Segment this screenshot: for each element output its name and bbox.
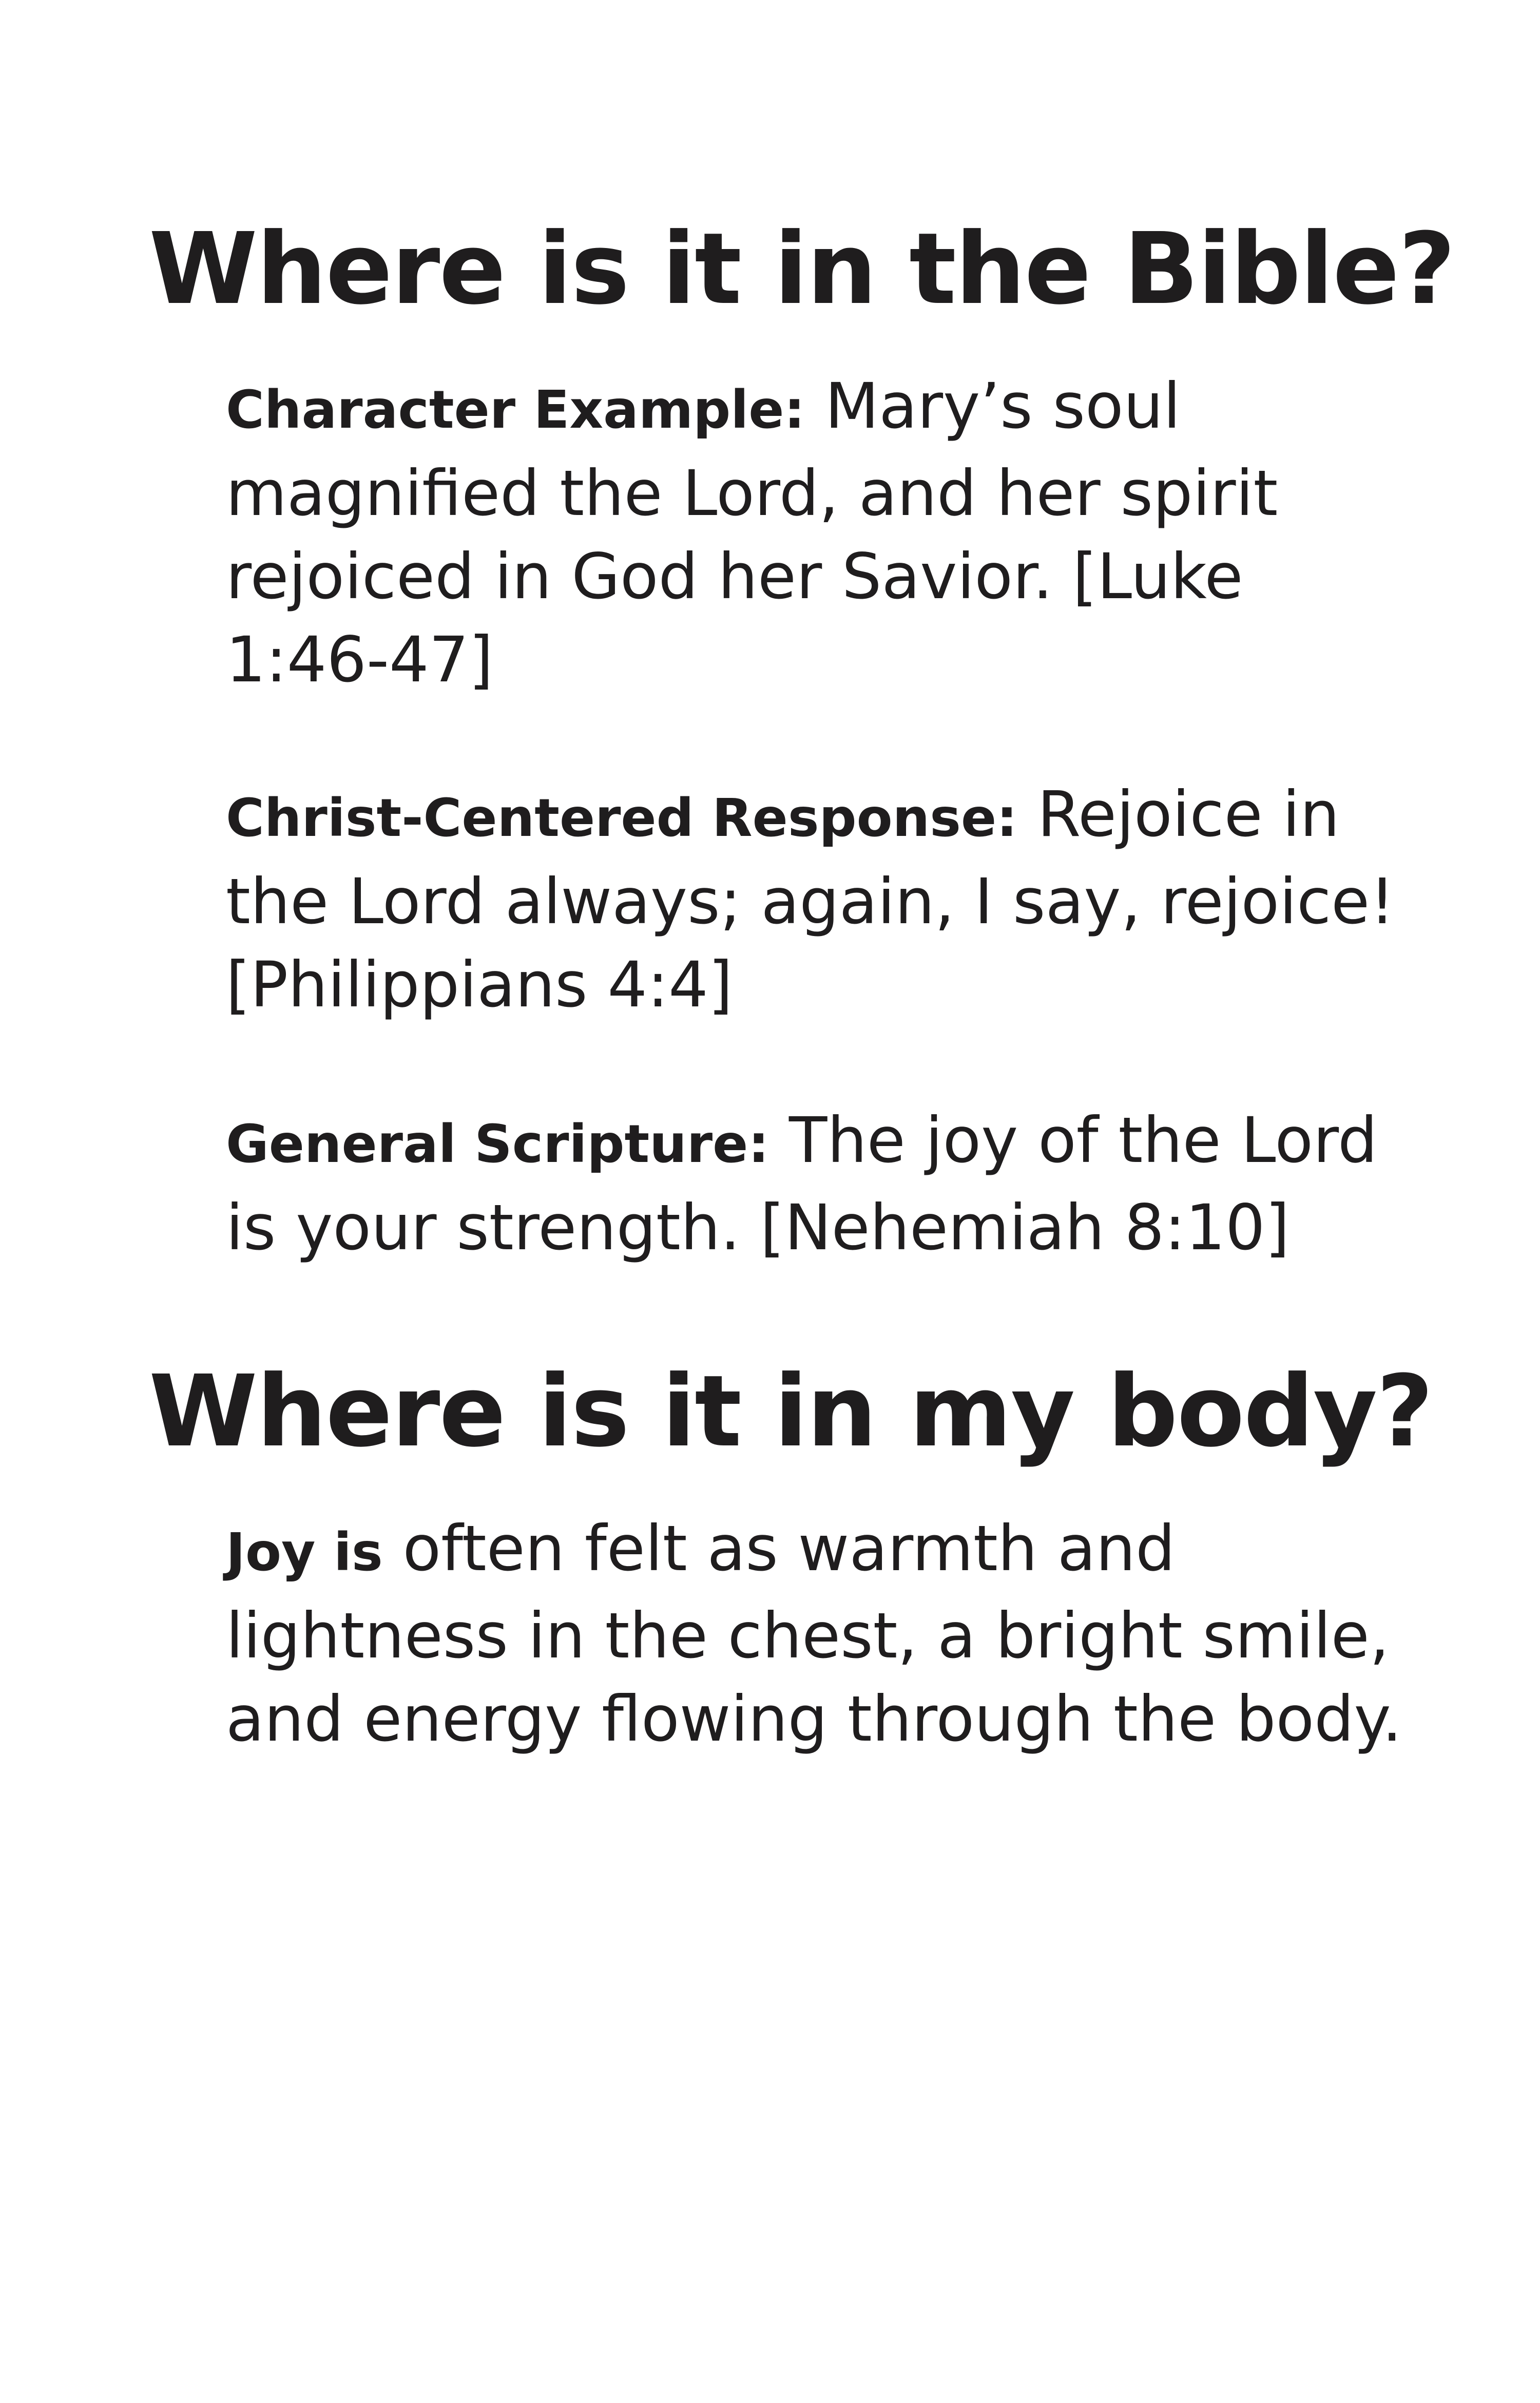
joy-label: Joy is — [226, 1522, 383, 1583]
joy-text: often felt as warmth and lightness in the chest, a bright smile, and energy flowing through the body. — [226, 1512, 1402, 1756]
general-scripture-label: General Scripture: — [226, 1114, 769, 1175]
general-scripture-paragraph — [226, 1099, 1407, 1269]
character-example-paragraph — [226, 365, 1407, 701]
christ-centered-response-text: Rejoice in the Lord always; again, I say, rejoice! [Philippians 4:4] — [226, 778, 1395, 1021]
christ-centered-response-label: Christ-Centered Response: — [226, 788, 1017, 849]
bible-section-heading: Where is it in the Bible? — [149, 212, 1455, 327]
character-example-label: Character Example: — [226, 379, 805, 441]
body-section-heading: Where is it in my body? — [149, 1355, 1433, 1469]
christ-centered-response-paragraph — [226, 773, 1407, 1026]
general-scripture-text: The joy of the Lord is your strength. [Nehemiah 8:10] — [226, 1104, 1378, 1264]
joy-paragraph — [226, 1507, 1407, 1761]
character-example-text: Mary’s soul magnified the Lord, and her spirit rejoiced in God her Savior. [Luke 1:46-47] — [226, 370, 1278, 696]
